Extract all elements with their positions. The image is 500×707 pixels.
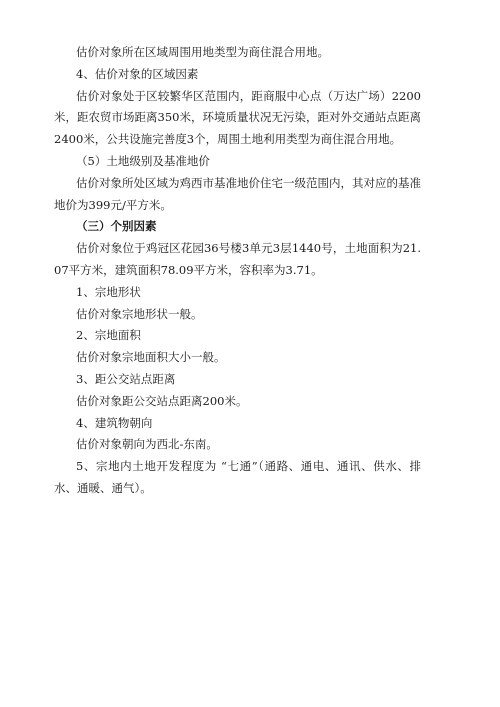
heading-bus-stop-distance: 3、距公交站点距离 (76, 371, 176, 386)
heading-regional-factors: 4、估价对象的区域因素 (76, 66, 199, 81)
paragraph-land-development: 5、宗地内土地开发程度为 “七通”（通路、通电、通讯、供水、排水、通暖、通气）。 (54, 459, 421, 495)
paragraph-property-location: 估价对象位于鸡冠区花园36号楼3单元3层1440号，土地面积为21.07平方米，建筑面积78.09平方米，容积率为3.71。 (54, 241, 421, 277)
heading-individual-factors: （三）个别因素 (76, 219, 157, 234)
heading-parcel-shape: 1、宗地形状 (76, 284, 141, 299)
paragraph-parcel-area: 估价对象宗地面积大小一般。 (76, 350, 226, 365)
paragraph-land-grade: 估价对象所处区域为鸡西市基准地价住宅一级范围内，其对应的基准地价为399元/平方米。 (54, 175, 421, 212)
heading-parcel-area: 2、宗地面积 (76, 328, 141, 343)
heading-building-orientation: 4、建筑物朝向 (76, 415, 153, 430)
paragraph-bus-stop-distance: 估价对象距公交站点距离200米。 (76, 393, 248, 408)
document-body (54, 42, 421, 500)
paragraph-building-orientation: 估价对象朝向为西北-东南。 (76, 437, 218, 452)
paragraph-parcel-shape: 估价对象宗地形状一般。 (76, 306, 203, 321)
paragraph-land-use: 估价对象所在区域周围用地类型为商住混合用地。 (76, 45, 329, 59)
heading-land-grade: （5）土地级别及基准地价 (76, 153, 210, 168)
paragraph-regional-factors: 估价对象处于区较繁华区范围内，距商服中心点（万达广场）2200米，距农贸市场距离350米，环境质量状况无污染，距对外交通站点距离2400米，公共设施完善度3个，周围土地利用类型为商住混合用地。 (54, 88, 421, 147)
